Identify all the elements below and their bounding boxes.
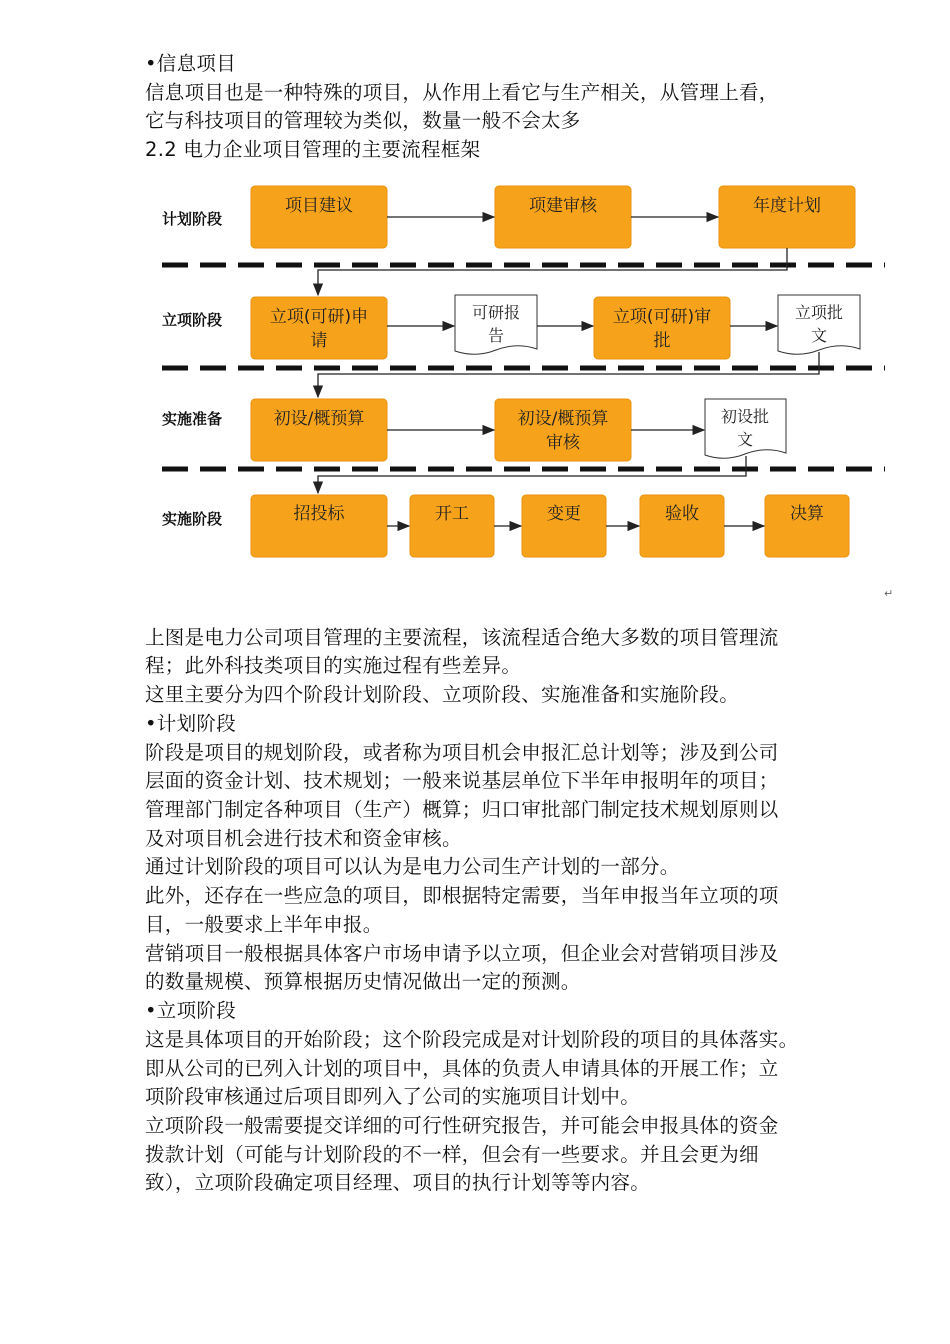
box-label: 审核 — [546, 433, 580, 453]
paragraph-return-mark: ↵ — [884, 587, 894, 600]
box-label: 立项(可研)申 — [269, 307, 369, 327]
box-label: 项目建议 — [285, 196, 353, 216]
stage-label-impl: 实施阶段 — [162, 510, 223, 528]
doc-label: 文 — [810, 326, 828, 345]
box-label: 年度计划 — [753, 196, 821, 216]
box-label: 决算 — [790, 504, 824, 524]
paragraph-line: 立项阶段一般需要提交详细的可行性研究报告，并可能会申报具体的资金 — [145, 1114, 779, 1137]
paragraph-line: 致），立项阶段确定项目经理、项目的执行计划等等内容。 — [145, 1171, 651, 1194]
paragraph-line: 项阶段审核通过后项目即列入了公司的实施项目计划中。 — [145, 1085, 641, 1108]
paragraph-line: 这是具体项目的开始阶段；这个阶段完成是对计划阶段的项目的具体落实。 — [145, 1028, 799, 1051]
paragraph-line: 的数量规模、预算根据历史情况做出一定的预测。 — [145, 970, 581, 993]
paragraph-line: 上图是电力公司项目管理的主要流程，该流程适合绝大多数的项目管理流 — [145, 626, 779, 649]
flow-diagram — [0, 0, 950, 600]
stage-label-approval: 立项阶段 — [162, 311, 223, 329]
doc-label: 文 — [736, 430, 754, 449]
doc-label: 告 — [487, 326, 505, 345]
section-heading: 2.2 电力企业项目管理的主要流程框架 — [145, 138, 481, 161]
paragraph-line: 目，一般要求上半年申报。 — [145, 913, 383, 936]
doc-label: 可研报 — [471, 303, 521, 322]
paragraph-line: 即从公司的已列入计划的项目中，具体的负责人申请具体的开展工作；立 — [145, 1057, 779, 1080]
paragraph-line: 此外，还存在一些应急的项目，即根据特定需要，当年申报当年立项的项 — [145, 884, 779, 907]
paragraph-line: 层面的资金计划、技术规划；一般来说基层单位下半年申报明年的项目； — [145, 769, 779, 792]
paragraph-line: 营销项目一般根据具体客户市场申请予以立项，但企业会对营销项目涉及 — [145, 942, 779, 965]
connector-plan-to-approval — [318, 248, 787, 295]
box-label: 初设/概预算 — [517, 409, 609, 429]
box-label: 立项(可研)审 — [612, 307, 712, 327]
paragraph-line: 这里主要分为四个阶段计划阶段、立项阶段、实施准备和实施阶段。 — [145, 683, 740, 706]
connector-prep-to-impl — [318, 456, 746, 493]
connector-approval-to-prep — [318, 352, 819, 397]
paragraph-line: 管理部门制定各种项目（生产）概算；归口审批部门制定技术规划原则以 — [145, 798, 779, 821]
box-label: 初设/概预算 — [273, 409, 365, 429]
box-label: 批 — [653, 331, 671, 351]
box-label: 验收 — [665, 504, 699, 524]
bullet-approval-stage: •立项阶段 — [145, 999, 237, 1022]
box-label: 变更 — [547, 504, 581, 524]
paragraph-line: 拨款计划（可能与计划阶段的不一样，但会有一些要求。并且会更为细 — [145, 1143, 759, 1166]
box-label: 项建审核 — [529, 196, 597, 216]
doc-label: 初设批 — [720, 407, 770, 426]
stage-label-prep: 实施准备 — [162, 410, 223, 428]
paragraph-line: 阶段是项目的规划阶段，或者称为项目机会申报汇总计划等；涉及到公司 — [145, 741, 779, 764]
paragraph-line: 信息项目也是一种特殊的项目，从作用上看它与生产相关，从管理上看， — [145, 81, 779, 104]
box-label: 请 — [310, 331, 328, 351]
bullet-plan-stage: •计划阶段 — [145, 712, 237, 735]
bullet-info-project: •信息项目 — [145, 52, 237, 75]
box-label: 招投标 — [293, 504, 345, 524]
box-label: 开工 — [435, 504, 469, 524]
paragraph-line: 及对项目机会进行技术和资金审核。 — [145, 827, 462, 850]
paragraph-line: 通过计划阶段的项目可以认为是电力公司生产计划的一部分。 — [145, 855, 680, 878]
paragraph-line: 它与科技项目的管理较为类似，数量一般不会太多 — [145, 109, 581, 132]
stage-label-plan: 计划阶段 — [162, 210, 223, 228]
doc-label: 立项批 — [794, 303, 844, 322]
paragraph-line: 程；此外科技类项目的实施过程有些差异。 — [145, 654, 522, 677]
